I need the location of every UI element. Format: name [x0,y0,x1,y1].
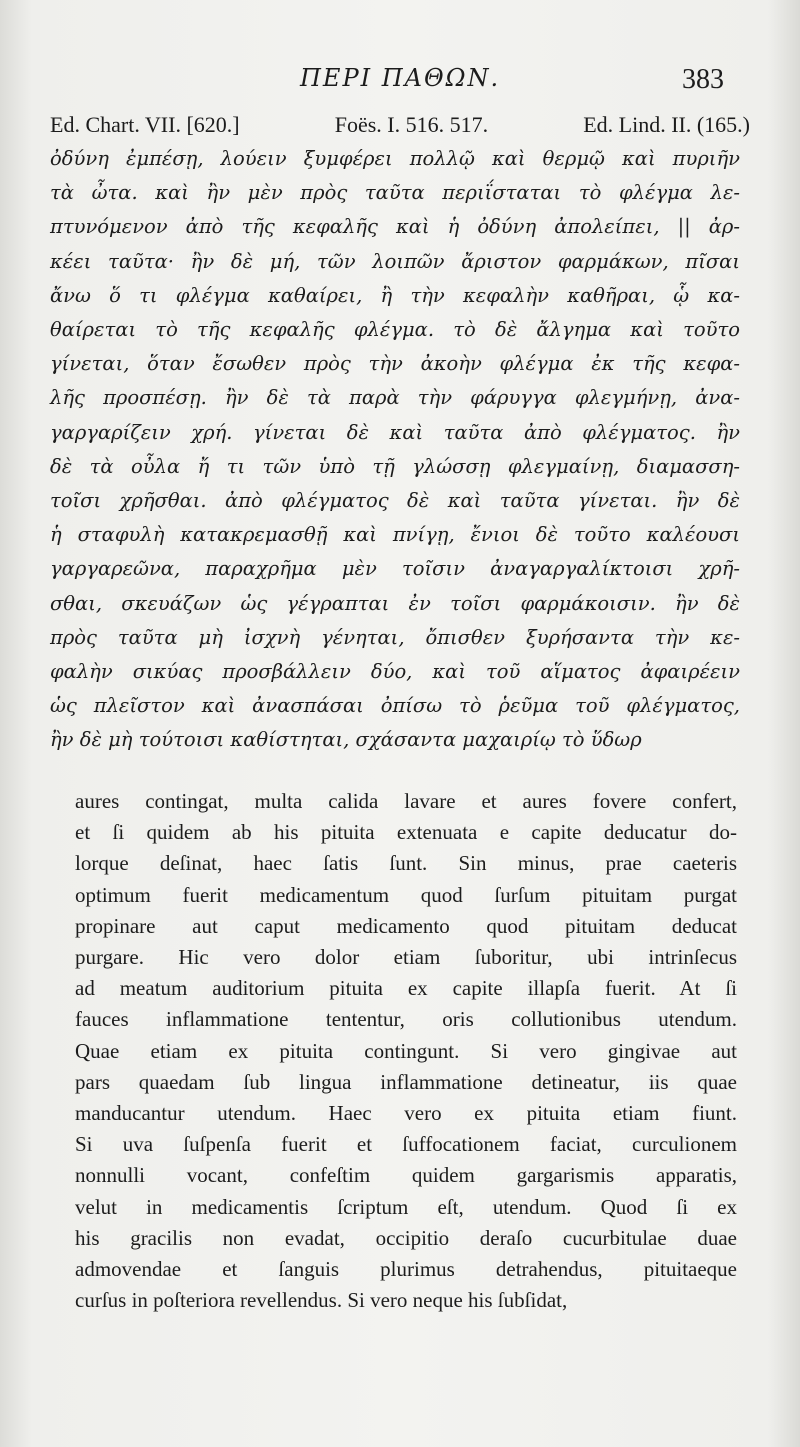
greek-line: ἡ σταφυλὴ κατακρεμασθῇ καὶ πνίγῃ, ἔνιοι δὲ τοῦτο καλέουσι [50,523,740,547]
greek-line: λῆς προσπέσῃ. ἢν δὲ τὰ παρὰ τὴν φάρυγγα φλεγμήνῃ, ἀνα- [50,386,740,410]
greek-line: φαλὴν σικύας προσβάλλειν δύο, καὶ τοῦ αἵματος ἀφαιρέειν [50,660,740,684]
page-number: 383 [682,64,724,95]
latin-line: curſus in poſteriora revellendus. Si vero neque his ſubſidat, [75,1288,568,1313]
greek-line: σθαι, σκευάζων ὡς γέγραπται ἐν τοῖσι φαρμάκοισιν. ἢν δὲ [50,591,740,615]
latin-line: Quae etiam ex pituita contingunt. Si vero gingivae aut [75,1038,737,1063]
greek-line: ὡς πλεῖστον καὶ ἀνασπάσαι ὀπίσω τὸ ῥεῦμα τοῦ φλέγματος, [50,694,740,718]
latin-line: purgare. Hic vero dolor etiam ſuboritur, ubi intrinſecus [75,945,737,970]
latin-line: aures contingat, multa calida lavare et aures fovere confert, [75,789,737,813]
latin-line: propinare aut caput medicamento quod pituitam deducat [75,913,737,938]
greek-line: κέει ταῦτα· ἢν δὲ μή, τῶν λοιπῶν ἄριστον φαρμάκων, πῖσαι [50,249,740,273]
latin-line: Si uva ſuſpenſa fuerit et ſuffocationem faciat, curculionem [75,1132,737,1157]
edition-lind-ref: Ed. Lind. II. (165.) [583,112,750,137]
page-header [0,58,800,98]
latin-line: pars quaedam ſub lingua inflammatione detineatur, iis quae [75,1069,737,1094]
greek-line: πρὸς ταῦτα μὴ ἰσχνὴ γένηται, ὄπισθεν ξυρήσαντα τὴν κε- [50,625,740,649]
greek-line: τοῖσι χρῆσθαι. ἀπὸ φλέγματος δὲ καὶ ταῦτα γίνεται. ἢν δὲ [50,489,740,513]
latin-text-block [75,786,737,1316]
greek-line: τὰ ὦτα. καὶ ἢν μὲν πρὸς ταῦτα περιΐσταται τὸ φλέγμα λε- [50,181,740,205]
latin-line: optimum fuerit medicamentum quod ſurſum pituitam purgat [75,882,737,907]
greek-text-block [50,142,740,758]
greek-line: γαργαρίζειν χρή. γίνεται δὲ καὶ ταῦτα ἀπὸ φλέγματος. ἢν [50,420,740,444]
latin-line: admovendae et ſanguis plurimus detrahendus, pituitaeque [75,1257,737,1282]
latin-line: lorque deſinat, haec ſatis ſunt. Sin minus, prae caeteris [75,851,737,876]
latin-line: fauces inflammatione tententur, oris collutionibus utendum. [75,1007,737,1032]
greek-line: δὲ τὰ οὖλα ἤ τι τῶν ὑπὸ τῇ γλώσσῃ φλεγμαίνῃ, διαμασση- [50,454,740,478]
edition-foes-ref: Foës. I. 516. 517. [334,112,489,137]
edition-chart-ref: Ed. Chart. VII. [620.] [50,112,240,137]
latin-line: his gracilis non evadat, occipitio deraſo cucurbitulae duae [75,1225,737,1250]
latin-line: manducantur utendum. Haec vero ex pituita etiam fiunt. [75,1101,737,1126]
greek-line: θαίρεται τὸ τῆς κεφαλῆς φλέγμα. τὸ δὲ ἄλγημα καὶ τοῦτο [50,318,740,342]
latin-line: nonnulli vocant, confeſtim quidem gargarismis apparatis, [75,1163,737,1188]
greek-line: ἢν δὲ μὴ τούτοισι καθίστηται, σχάσαντα μαχαιρίῳ τὸ ὕδωρ [50,728,642,752]
edition-references [50,112,750,138]
greek-line: πτυνόμενον ἀπὸ τῆς κεφαλῆς καὶ ἡ ὀδύνη ἀπολείπει, || ἀρ- [50,215,740,239]
greek-line: ἄνω ὅ τι φλέγμα καθαίρει, ἢ τὴν κεφαλὴν καθῆραι, ᾧ κα- [50,283,740,307]
greek-line: γαργαρεῶνα, παραχρῆμα μὲν τοῖσιν ἀναγαργαλίκτοισι χρῆ- [50,557,740,581]
greek-line: γίνεται, ὅταν ἔσωθεν πρὸς τὴν ἀκοὴν φλέγμα ἐκ τῆς κεφα- [50,352,740,376]
greek-line: ὀδύνη ἐμπέσῃ, λούειν ξυμφέρει πολλῷ καὶ θερμῷ καὶ πυριῆν [50,147,740,170]
latin-line: et ſi quidem ab his pituita extenuata e capite deducatur do- [75,820,737,845]
latin-line: velut in medicamentis ſcriptum eſt, utendum. Quod ſi ex [75,1194,737,1219]
latin-line: ad meatum auditorium pituita ex capite illapſa fuerit. At ſi [75,976,737,1001]
running-title: ΠΕΡΙ ΠΑΘΩΝ. [300,64,501,92]
